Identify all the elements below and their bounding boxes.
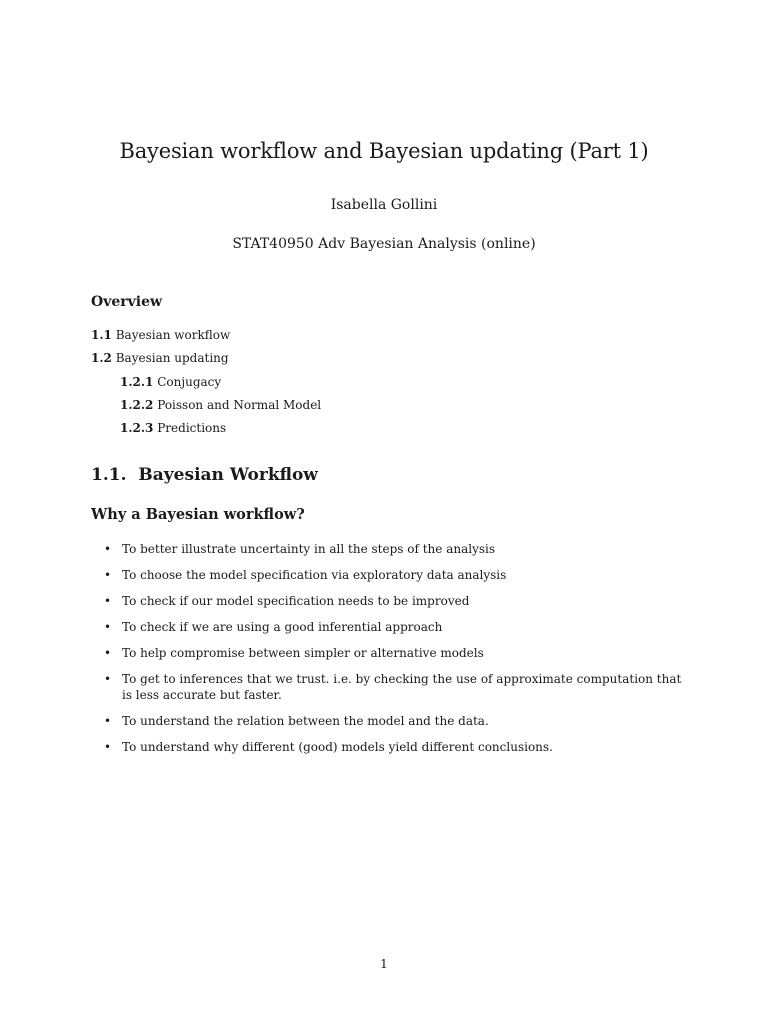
bullet-text: To get to inferences that we trust. i.e. by checking the use of approximate computation that is less accurate but faster. [122,672,682,702]
bullet-text: To help compromise between simpler or alternative models [122,646,484,660]
page-number: 1 [380,957,388,971]
bullet-icon: • [104,714,112,728]
toc-item-label: Predictions [157,421,227,436]
toc-item-number: 1.1 [91,328,112,342]
bullet-icon: • [104,542,112,556]
bullet-icon: • [104,568,112,582]
overview-list [91,326,321,442]
bullet-icon: • [104,646,112,660]
bullet-text: To understand why different (good) models yield different conclusions. [122,740,553,754]
toc-item-label: Poisson and Normal Model [157,397,322,412]
toc-item-number: 1.2 [91,351,112,366]
bullet-icon: • [104,594,112,608]
subsection-heading: Why a Bayesian workflow? [91,506,305,523]
toc-item-label: Conjugacy [157,374,222,389]
bullet-item [104,713,684,729]
section-number: 1.1. [91,465,127,485]
toc-subitem [91,396,321,419]
section-title: Bayesian Workflow [138,465,318,485]
toc-subitem [91,373,321,396]
section-heading [91,465,318,485]
bullet-item [104,567,684,583]
toc-item-label: Bayesian workflow [115,328,231,342]
bullet-item [104,541,684,557]
bullet-text: To better illustrate uncertainty in all the steps of the analysis [122,542,496,556]
toc-subitem [91,419,321,442]
toc-item [91,349,321,372]
bullet-text: To check if we are using a good inferential approach [122,620,443,634]
bullet-item [104,619,684,635]
toc-item [91,326,321,349]
course-name: STAT40950 Adv Bayesian Analysis (online) [232,236,536,252]
toc-item-number: 1.2.2 [120,397,154,412]
toc-item-label: Bayesian updating [115,351,229,366]
bullet-item [104,671,684,703]
overview-heading: Overview [91,294,163,310]
author-name: Isabella Gollini [330,197,438,213]
bullet-icon: • [104,740,112,754]
bullet-icon: • [104,672,112,686]
bullet-list [104,541,684,765]
bullet-item [104,645,684,661]
bullet-text: To choose the model specification via exploratory data analysis [122,568,507,582]
bullet-icon: • [104,620,112,634]
toc-item-number: 1.2.1 [120,374,154,389]
toc-item-number: 1.2.3 [120,421,154,436]
bullet-text: To check if our model specification needs to be improved [122,594,470,608]
bullet-item [104,739,684,755]
bullet-text: To understand the relation between the model and the data. [122,714,489,728]
bullet-item [104,593,684,609]
document-title: Bayesian workflow and Bayesian updating (Part 1) [119,139,649,163]
